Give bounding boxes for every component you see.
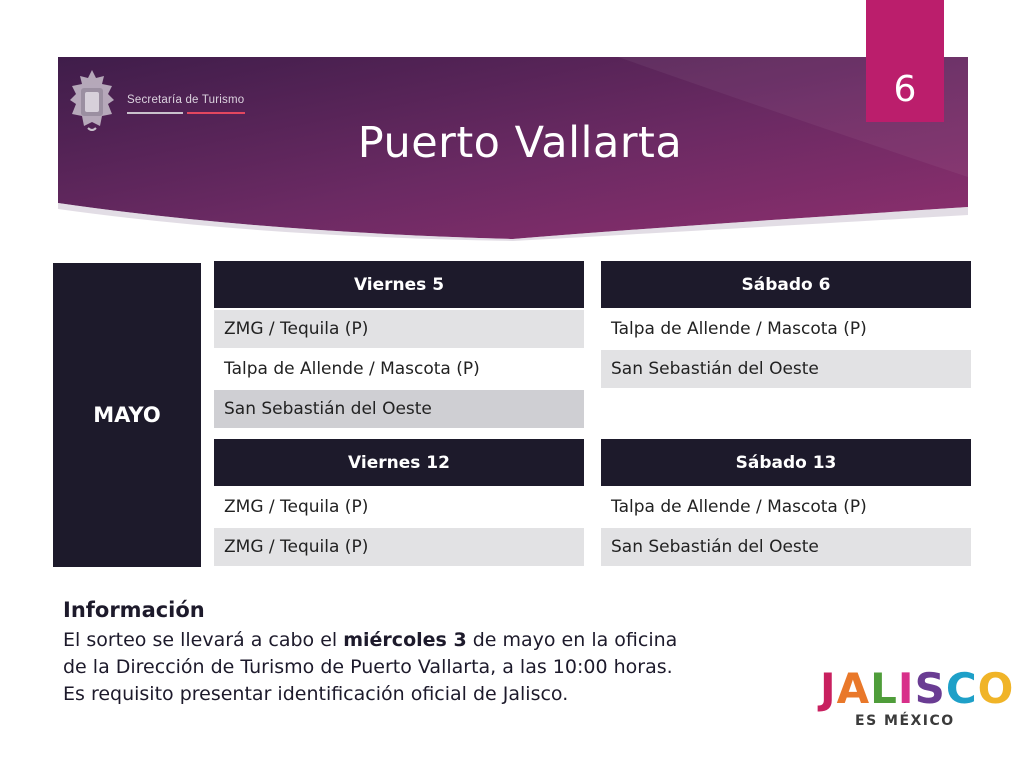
day-table-viernes-12 [214, 439, 584, 566]
day-header: Viernes 5 [214, 261, 584, 308]
page-title: Puerto Vallarta [357, 118, 683, 168]
day-table-sabado-6 [601, 261, 971, 388]
logo-subtitle: ES MÉXICO [855, 713, 955, 729]
jalisco-seal-icon [66, 68, 118, 134]
logo-letter: L [870, 664, 898, 713]
day-header: Sábado 6 [601, 261, 971, 308]
route-row: ZMG / Tequila (P) [214, 310, 584, 348]
month-label: MAYO [53, 263, 201, 567]
day-table-sabado-13 [601, 439, 971, 566]
logo-letter: J [820, 664, 837, 713]
route-row: Talpa de Allende / Mascota (P) [601, 488, 971, 526]
route-row: San Sebastián del Oeste [214, 390, 584, 428]
info-line-2: de la Dirección de Turismo de Puerto Vallarta, a las 10:00 horas. [63, 656, 673, 678]
day-header: Viernes 12 [214, 439, 584, 486]
info-line-3: Es requisito presentar identificación oficial de Jalisco. [63, 683, 569, 705]
route-row: San Sebastián del Oeste [601, 350, 971, 388]
info-line-1 [63, 629, 677, 651]
route-row: ZMG / Tequila (P) [214, 528, 584, 566]
route-row: ZMG / Tequila (P) [214, 488, 584, 526]
logo-letter: I [897, 664, 915, 713]
route-row: Talpa de Allende / Mascota (P) [601, 310, 971, 348]
day-header: Sábado 13 [601, 439, 971, 486]
logo-letter: A [836, 664, 871, 713]
department-underline [127, 112, 245, 115]
info-text: El sorteo se llevará a cabo el [63, 629, 344, 651]
info-text: de mayo en la oficina [466, 629, 678, 651]
info-date-emphasis: miércoles 3 [343, 629, 467, 651]
info-heading: Información [63, 598, 205, 622]
slide-number-badge: 6 [866, 0, 944, 122]
logo-letter: C [945, 664, 978, 713]
logo-letter: O [977, 664, 1015, 713]
day-table-viernes-5 [214, 261, 584, 428]
logo-letter: S [914, 664, 946, 713]
jalisco-logo [820, 664, 1015, 713]
route-row: Talpa de Allende / Mascota (P) [214, 350, 584, 388]
route-row: San Sebastián del Oeste [601, 528, 971, 566]
department-name: Secretaría de Turismo [127, 94, 245, 106]
